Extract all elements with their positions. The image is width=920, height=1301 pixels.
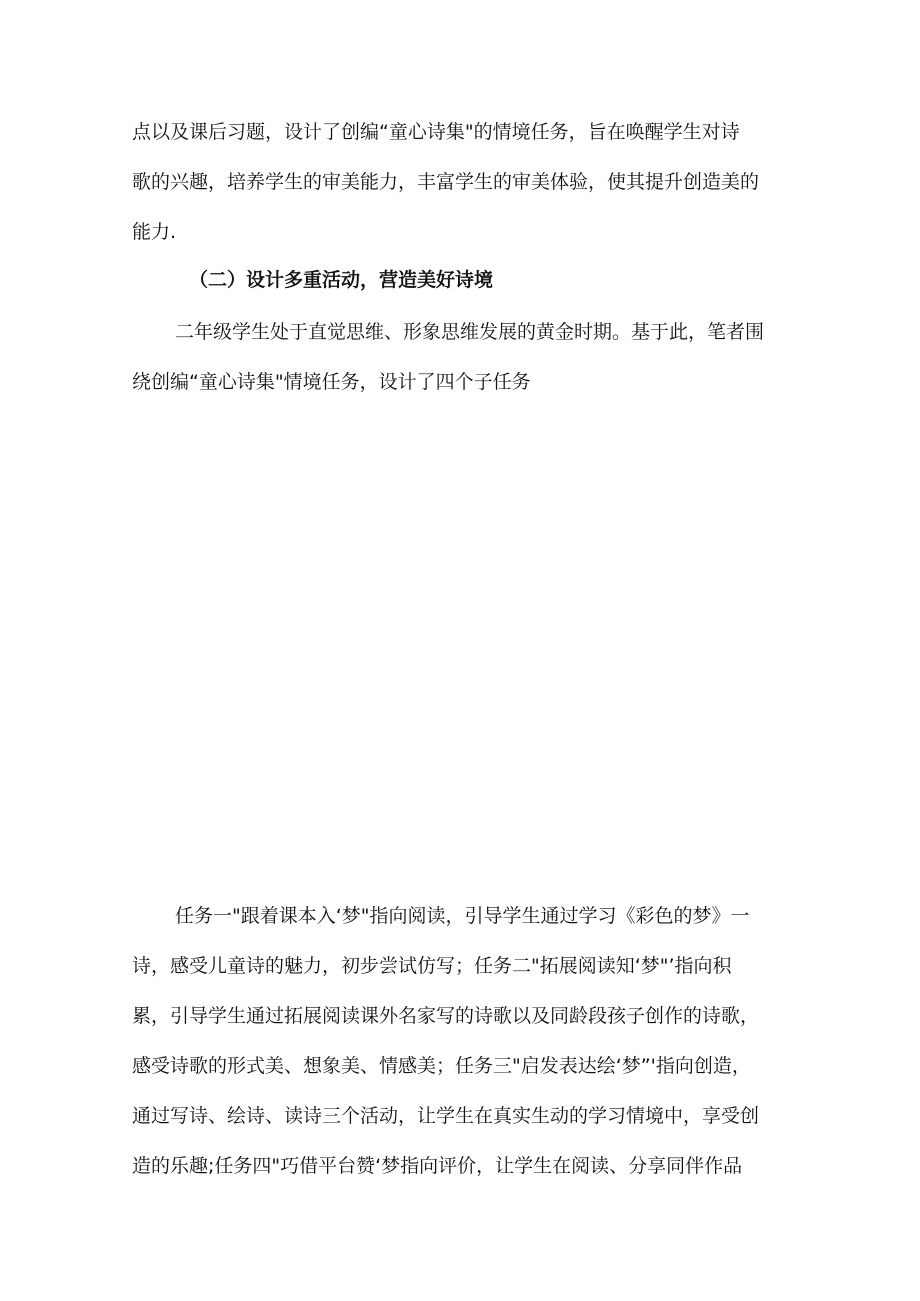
paragraph-line: 能力. — [132, 221, 177, 243]
paragraph-line: 通过写诗、绘诗、读诗三个活动，让学生在真实生动的学习情境中，享受创 — [132, 1105, 760, 1127]
paragraph-2 — [132, 307, 794, 407]
paragraph-line: 感受诗歌的形式美、想象美、情感美；任务三"启发表达绘‘梦”'指向创造， — [132, 1055, 751, 1077]
paragraph-line: 二年级学生处于直觉思维、形象思维发展的黄金时期。基于此，笔者围 — [175, 321, 765, 343]
paragraph-line: 点以及课后习题，设计了创编“童心诗集"的情境任务，旨在唤醒学生对诗 — [132, 121, 740, 143]
paragraph-line: 歌的兴趣，培养学生的审美能力，丰富学生的审美体验，使其提升创造美的 — [132, 171, 760, 193]
paragraph-line: 绕创编“童心诗集"情境任务，设计了四个子任务 — [132, 371, 531, 393]
paragraph-1 — [132, 107, 794, 257]
paragraph-line: 诗，感受儿童诗的魅力，初步尝试仿写；任务二"拓展阅读知‘梦"’指向积 — [132, 955, 732, 977]
section-heading — [132, 255, 794, 305]
paragraph-line: 造的乐趣;任务四"巧借平台赞‘梦指向评价，让学生在阅读、分享同伴作品 — [132, 1155, 743, 1177]
paragraph-3 — [132, 891, 794, 1191]
heading-text: （二）设计多重活动，营造美好诗境 — [189, 269, 494, 291]
paragraph-line: 累，引导学生通过拓展阅读课外名家写的诗歌以及同龄段孩子创作的诗歌， — [132, 1005, 760, 1027]
paragraph-line: 任务一"跟着课本入‘梦"指向阅读，引导学生通过学习《彩色的梦》一 — [175, 905, 750, 927]
